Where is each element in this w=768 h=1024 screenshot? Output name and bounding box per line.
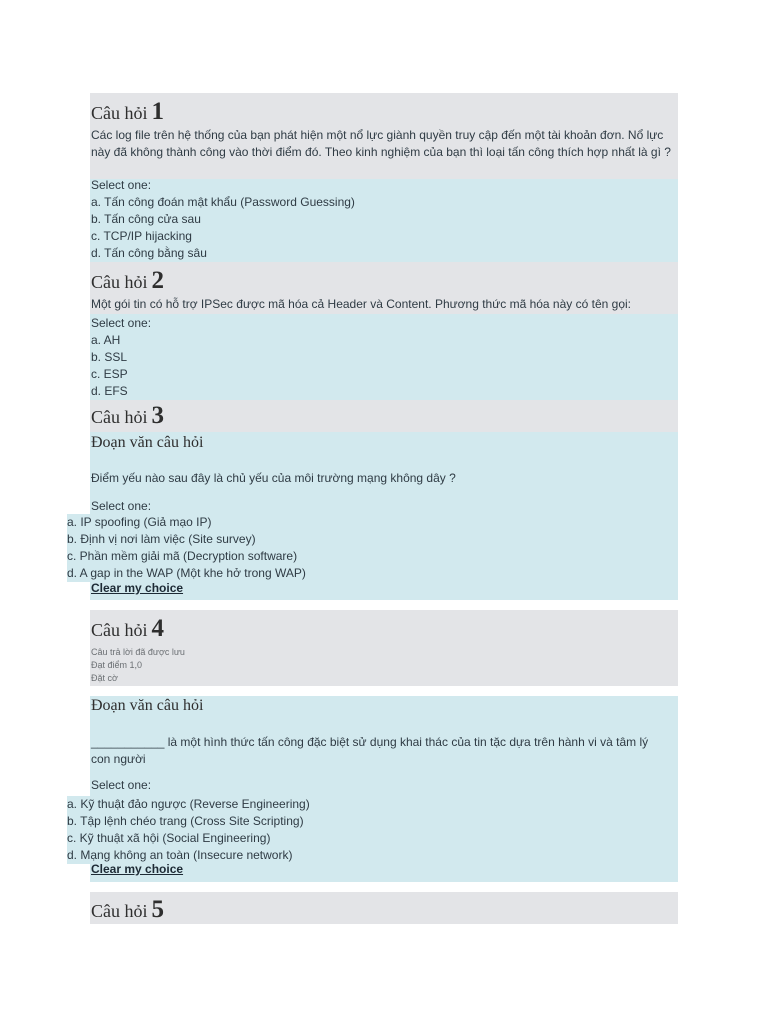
select-one-label: Select one: bbox=[91, 178, 152, 192]
question-4-text: ___________ là một hình thức tấn công đặc biệt sử dụng khai thác của tin tặc dựa trên hành vi và tâm lý con người bbox=[91, 735, 649, 766]
option-d[interactable]: d. A gap in the WAP (Một khe hở trong WAP) bbox=[67, 566, 306, 580]
select-one-label: Select one: bbox=[91, 778, 152, 792]
option-d[interactable]: d. Tấn công bằng sâu bbox=[91, 246, 207, 260]
select-one-label: Select one: bbox=[91, 499, 152, 513]
question-4-header bbox=[90, 610, 678, 686]
option-b[interactable]: b. SSL bbox=[91, 350, 128, 364]
question-number: 1 bbox=[151, 98, 164, 125]
question-number: 2 bbox=[151, 267, 164, 294]
clear-my-choice-link[interactable]: Clear my choice bbox=[91, 581, 184, 595]
option-d[interactable]: d. EFS bbox=[91, 384, 128, 398]
flag-question-link[interactable]: Đặt cờ bbox=[91, 673, 118, 683]
option-a[interactable]: a. Kỹ thuật đảo ngược (Reverse Engineering) bbox=[67, 797, 310, 811]
question-3-title bbox=[91, 401, 678, 431]
question-1-answers bbox=[90, 179, 678, 262]
option-b[interactable]: b. Tập lệnh chéo trang (Cross Site Scripting) bbox=[67, 814, 304, 828]
question-1-text: Các log file trên hệ thống của bạn phát hiện một nổ lực giành quyền truy cập đến một tài khoản đơn. Nổ lực này đã không thành công vào thời điểm đó. Theo kinh nghiệm của bạn thì loại tấn công thích hợp nhất là gì ? bbox=[91, 128, 671, 159]
question-5-header bbox=[90, 892, 678, 924]
clear-my-choice-link[interactable]: Clear my choice bbox=[91, 862, 184, 876]
option-c[interactable]: c. Phần mềm giải mã (Decryption software) bbox=[67, 549, 298, 563]
question-label: Câu hỏi bbox=[91, 901, 148, 921]
question-4-title bbox=[91, 614, 678, 644]
answer-saved-status: Câu trả lời đã được lưu bbox=[91, 647, 185, 657]
option-b[interactable]: b. Định vị nơi làm việc (Site survey) bbox=[67, 532, 256, 546]
option-c[interactable]: c. ESP bbox=[91, 367, 128, 381]
score-status: Đạt điểm 1,0 bbox=[91, 660, 143, 670]
question-3-header bbox=[90, 400, 678, 432]
option-c[interactable]: c. Kỹ thuật xã hội (Social Engineering) bbox=[67, 831, 271, 845]
option-b[interactable]: b. Tấn công cửa sau bbox=[91, 212, 201, 226]
question-text-heading: Đoạn văn câu hỏi bbox=[91, 697, 204, 714]
question-5-title bbox=[91, 895, 678, 925]
question-2-answers bbox=[90, 314, 678, 400]
question-1-header bbox=[90, 93, 678, 179]
question-3-text: Điểm yếu nào sau đây là chủ yếu của môi trường mạng không dây ? bbox=[91, 471, 456, 485]
option-a[interactable]: a. IP spoofing (Giả mạo IP) bbox=[67, 515, 212, 529]
option-c[interactable]: c. TCP/IP hijacking bbox=[91, 229, 192, 243]
question-text-heading: Đoạn văn câu hỏi bbox=[91, 434, 204, 451]
question-2-text: Một gói tin có hỗ trợ IPSec được mã hóa cả Header và Content. Phương thức mã hóa này có tên gọi: bbox=[91, 297, 631, 311]
question-2-title bbox=[91, 266, 678, 296]
question-number: 3 bbox=[151, 402, 164, 429]
option-a[interactable]: a. AH bbox=[91, 333, 121, 347]
question-label: Câu hỏi bbox=[91, 272, 148, 292]
question-2-header bbox=[90, 262, 678, 314]
question-number: 4 bbox=[151, 615, 164, 642]
select-one-label: Select one: bbox=[91, 316, 152, 330]
option-a[interactable]: a. Tấn công đoán mật khẩu (Password Guessing) bbox=[91, 195, 355, 209]
option-d[interactable]: d. Mạng không an toàn (Insecure network) bbox=[67, 848, 293, 862]
question-number: 5 bbox=[151, 896, 164, 923]
question-1-title bbox=[91, 97, 678, 127]
question-label: Câu hỏi bbox=[91, 103, 148, 123]
question-label: Câu hỏi bbox=[91, 620, 148, 640]
question-label: Câu hỏi bbox=[91, 407, 148, 427]
